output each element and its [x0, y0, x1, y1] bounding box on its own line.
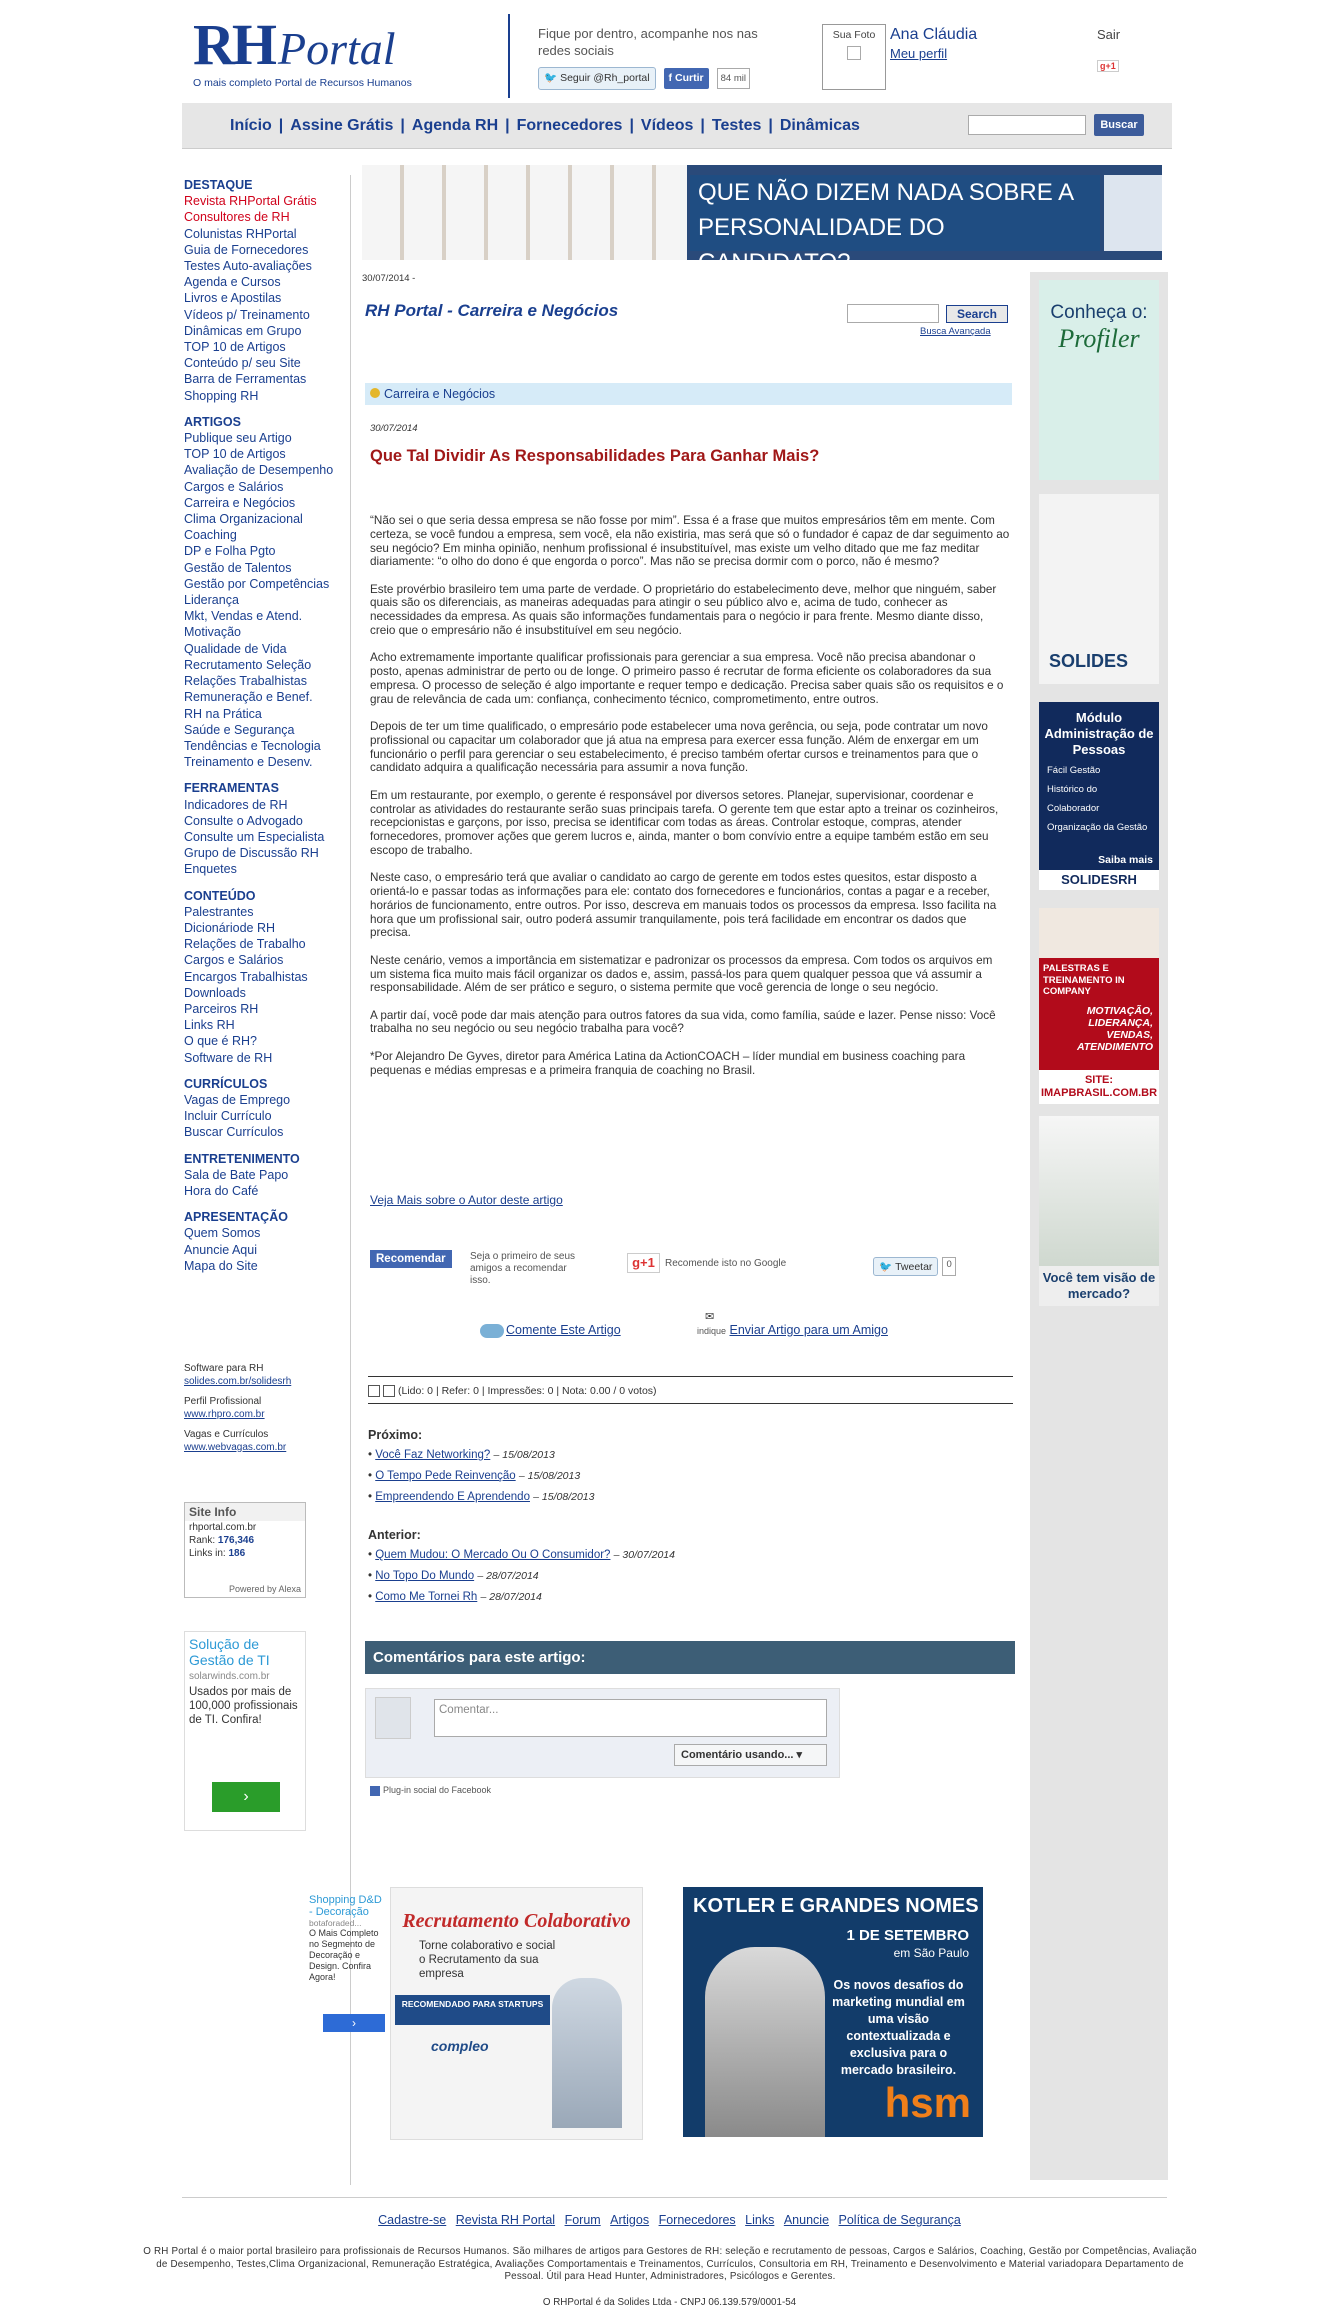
menu-entretenimento [184, 1151, 354, 1200]
partner-vagas [184, 1429, 334, 1454]
menu-heading: DESTAQUE [184, 178, 253, 192]
sidebar-item[interactable]: Agenda e Cursos [184, 275, 281, 290]
sidebar-item[interactable]: Consulte o Advogado [184, 813, 303, 828]
imap-ad-footer [1039, 1070, 1159, 1104]
solidesrh-ad-list [1039, 758, 1159, 840]
solides-ad[interactable] [1039, 494, 1159, 684]
page-date: 30/07/2014 - [362, 273, 416, 284]
sidebar-item[interactable]: Encargos Trabalhistas [184, 969, 308, 984]
alexa-links-row [185, 1547, 305, 1560]
user-photo[interactable] [822, 24, 886, 90]
hsm-ad-date-block [846, 1927, 969, 1962]
menu-heading: ENTRETENIMENTO [184, 1151, 300, 1166]
user-name: Ana Cláudia [890, 26, 978, 43]
menu-heading: CURRÍCULOS [184, 1076, 268, 1091]
article-paragraph: “Não sei o que seria dessa empresa se não fosse por mim”. Essa é a frase que muitos empresários têm em mente. Com certeza, se você fundou a empresa, sem você, ela não existiria, mas será que só o fundador é capaz de dar seguimento ao seu negócio? Em minha opinião, nenhum profissional é insubstituível, mas existe um velho ditado que me faz meditar diariamente: “o olho do dono é que engorda o porco”. Mas não se precisa dormir com o porco, não é mesmo? [370, 514, 1010, 569]
rec-ad-box: RECOMENDADO PARA STARTUPS [395, 1995, 550, 2025]
left-menu [184, 177, 354, 1284]
shop-ad-desc: O Mais Completo no Segmento de Decoração e Design. Confira Agora! [309, 1928, 379, 1982]
alexa-widget[interactable] [184, 1502, 306, 1598]
list-item: • No Topo Do Mundo – 28/07/2014 [368, 1570, 539, 1582]
next-date: – 15/08/2013 [493, 1449, 555, 1461]
nav-items: Início | Assine Grátis | Agenda RH | Fornecedores | Vídeos | Testes | Dinâmicas [230, 117, 860, 134]
menu-heading: FERRAMENTAS [184, 781, 279, 796]
nav-inicio[interactable]: Início [230, 117, 272, 134]
partner-label: Vagas e Currículos [184, 1429, 269, 1440]
article-paragraph: Acho extremamente importante qualificar profissionais para gerenciar a sua empresa. Você não precisa abandonar o posto, apenas administrar de perto ou de longe. O primeiro passo é recrutar de forma eficiente os colaboradores da sua empresa. O processo de seleção é algo importante e requer tempo e dedicação. Precisa saber quais são os requisitos e o grau de relevância de cada um: confiança, conhecimento técnico, comprometimento, entre outros. [370, 651, 1004, 706]
twitter-follow-label: Seguir @Rh_portal [560, 72, 650, 84]
sidebar-item[interactable]: Colunistas RHPortal [184, 226, 297, 241]
article-paragraph: Neste caso, o empresário terá que avaliar o candidato ao cargo de gerente em todos estes quesitos, estar disposto a orientá-lo e passar todas as informações para ele: contato dos fornecedores e funcionários, contas a pagar e a receber, horários de funcionamento, entre outros. Por isso, descreva em manuais todos os processos da empresa. Isso facilita na hora que um profissional sair, outro poderá assumir tranquilamente, pois terá facilidade em encontrar os dados que precisa. [370, 871, 997, 940]
sidebar-item[interactable]: Mapa do Site [184, 1258, 258, 1273]
vision-ad-photo [1039, 1116, 1159, 1266]
alexa-rank-label: Rank: [189, 1535, 216, 1546]
hsm-ad[interactable] [683, 1887, 983, 2137]
rec-ad-photo [552, 1978, 622, 2128]
facebook-like-label: Curtir [675, 72, 704, 84]
article-title: Que Tal Dividir As Responsabilidades Para Ganhar Mais? [370, 447, 820, 465]
comments-header: Comentários para este artigo: [365, 1641, 1015, 1674]
facebook-icon: f [668, 72, 673, 84]
logo-portal: Portal [278, 23, 396, 74]
sidebar-item[interactable]: Cargos e Salários [184, 953, 284, 968]
vision-ad-text: Você tem visão de mercado? [1042, 1270, 1156, 1301]
sidebar-item[interactable]: Conteúdo p/ seu Site [184, 356, 301, 371]
next-articles [368, 1428, 594, 1511]
sidebar-item[interactable]: Buscar Currículos [184, 1125, 284, 1140]
next-link[interactable]: Você Faz Networking? [375, 1449, 491, 1461]
sidebar-item[interactable]: TOP 10 de Artigos [184, 447, 286, 462]
nav-search-input[interactable] [968, 115, 1086, 135]
footer-link[interactable]: Forum [564, 2213, 601, 2227]
article-paragraph: Este provérbio brasileiro tem uma parte de verdade. O proprietário do estabelecimento deve, melhor que ninguém, saber quais são os diferenciais, as maneiras adequadas para atingir o seu público alvo e, acima de tudo, conhecer as necessidades da empresa. As quais são informações fundamentais para o negócio ir para frente. Mesmo diante disso, creio que o empresário não é insubstituível em seu negócio. [370, 582, 997, 638]
top-banner[interactable] [362, 165, 1162, 276]
comment-input[interactable]: Comentar... [434, 1699, 827, 1737]
profiler-ad-brand: Profiler [1058, 324, 1140, 353]
sidebar-item[interactable]: Hora do Café [184, 1183, 259, 1198]
fb-plugin-label [370, 1785, 491, 1796]
shop-ad-title: Shopping D&D - Decoração [309, 1894, 382, 1918]
sidebar-item[interactable]: Consultores de RH [184, 210, 290, 225]
list-item: Organização da Gestão [1047, 822, 1148, 833]
fb-recommend-text: Seja o primeiro de seus amigos a recomendar isso. [470, 1251, 576, 1286]
article-stats [368, 1376, 1013, 1404]
sidebar-item[interactable]: Relações Trabalhistas [184, 674, 307, 689]
sidebar-item[interactable]: Clima Organizacional [184, 512, 303, 527]
hsm-ad-date: 1 DE SETEMBRO [846, 1927, 969, 1944]
article-paragraph: *Por Alejandro De Gyves, diretor para América Latina da ActionCOACH – líder mundial em business coaching para pequenas e médias empresas e a primeira franquia de coaching no Brasil. [370, 1049, 966, 1077]
menu-conteudo [184, 888, 354, 1066]
footer-link[interactable]: Cadastre-se [378, 2213, 447, 2227]
imap-ad[interactable] [1039, 908, 1159, 1104]
menu-heading: APRESENTAÇÃO [184, 1210, 288, 1225]
nav-dinamicas[interactable]: Dinâmicas [779, 117, 860, 134]
left-ad-go-button[interactable]: › [212, 1782, 280, 1812]
sidebar-item[interactable]: RH na Prática [184, 706, 262, 721]
recruitment-ad[interactable] [390, 1887, 643, 2140]
partner-label: Software para RH [184, 1363, 264, 1374]
article-body [370, 514, 1010, 1091]
menu-curriculos-list [184, 1092, 354, 1141]
left-ad-title: Solução de Gestão de TI [189, 1636, 270, 1668]
sidebar-item[interactable]: Recrutamento Seleção [184, 657, 312, 672]
twitter-follow-button[interactable] [538, 67, 656, 90]
sidebar-item[interactable]: Motivação [184, 625, 241, 640]
vision-ad[interactable] [1039, 1116, 1159, 1306]
left-ad[interactable] [184, 1631, 306, 1831]
social-box [538, 25, 778, 90]
comment-as-label: Comentário usando... [681, 1749, 794, 1761]
menu-ferramentas-list [184, 797, 354, 878]
rec-ad-sub: Torne colaborativo e social o Recrutamento da sua empresa [419, 1940, 556, 1980]
menu-apresentacao-list [184, 1225, 354, 1274]
article-search-input[interactable] [847, 304, 939, 323]
sidebar-item[interactable]: Remuneração e Benef. [184, 690, 313, 705]
rec-ad-brand: compleo [431, 2038, 489, 2054]
solides-ad-brand: SOLIDES [1049, 651, 1129, 671]
sidebar-item[interactable]: Mkt, Vendas e Atend. [184, 609, 303, 624]
menu-red-list [184, 193, 354, 225]
banner-text: QUE NÃO DIZEM NADA SOBRE A PERSONALIDADE DO CANDIDATO? [690, 175, 1100, 251]
twitter-icon: 🐦 [544, 72, 558, 84]
alexa-title: Site Info [185, 1503, 305, 1521]
prev-link[interactable]: Como Me Tornei Rh [375, 1591, 478, 1603]
footer-link[interactable]: Anuncie [783, 2213, 830, 2227]
hsm-ad-text: Os novos desafios do marketing mundial em uma visão contextualizada e exclusiva para o mercado brasileiro. [832, 1978, 965, 2077]
partner-url[interactable]: solides.com.br/solidesrh [184, 1375, 292, 1387]
sidebar-item[interactable]: Qualidade de Vida [184, 641, 287, 656]
menu-destaque [184, 177, 354, 404]
header-divider [508, 14, 510, 98]
menu-artigos-list [184, 430, 354, 770]
nav-videos[interactable]: Vídeos [640, 117, 694, 134]
sidebar-item[interactable]: Avaliação de Desempenho [184, 463, 334, 478]
imap-ad-photo [1039, 908, 1159, 958]
footer-link[interactable]: Política de Segurança [838, 2213, 961, 2227]
menu-curriculos [184, 1076, 354, 1141]
advanced-search-link[interactable]: Busca Avançada [920, 326, 991, 337]
left-ad-desc: Usados por mais de 100,000 profissionais de TI. Confira! [189, 1686, 298, 1726]
send-action[interactable] [697, 1310, 888, 1337]
hsm-ad-photo [705, 1947, 825, 2137]
sidebar-item[interactable]: Publique seu Artigo [184, 431, 292, 446]
list-item: • Você Faz Networking? – 15/08/2013 [368, 1449, 555, 1461]
sidebar-item[interactable]: Software de RH [184, 1050, 273, 1065]
sidebar-item[interactable]: Dicionáriode RH [184, 920, 276, 935]
article-search-button[interactable]: Search [946, 305, 1008, 323]
next-link[interactable]: O Tempo Pede Reinvenção [375, 1470, 516, 1482]
sidebar-item[interactable]: Indicadores de RH [184, 797, 288, 812]
send-link[interactable]: Enviar Artigo para um Amigo [729, 1323, 888, 1337]
banner-photo [362, 165, 687, 260]
article-paragraph: Depois de ter um time qualificado, o empresário pode estabelecer uma nova gerência, ou seja, pode contratar um novo profissional ou capacitar um colaborador que já atua na empresa para exercer essa função. Além de enxergar em um funcionário o perfil para gerenciar o seu estabelecimento, é preciso também ofertar cursos e treinamentos para que o candidato adquira a qualificação necessária para assumir a nova função. [370, 720, 988, 775]
tweet-button[interactable] [873, 1257, 938, 1276]
solidesrh-ad[interactable] [1039, 702, 1159, 890]
imap-ad-title: PALESTRAS E TREINAMENTO IN COMPANY [1043, 963, 1125, 997]
partner-url[interactable]: www.rhpro.com.br [184, 1408, 265, 1420]
partner-software [184, 1363, 334, 1388]
sidebar-item[interactable]: O que é RH? [184, 1034, 257, 1049]
article-paragraph: Neste cenário, vemos a importância em sistematizar e padronizar os processos da empresa. Com todos os arquivos em um sistema fica muito mais fácil organizar os dados e, assim, passá-los para quem qualquer pessoa que vá assumir a responsabilidade. Além de ser prático e seguro, o sistema permite que você gerencia de longe o seu negócio. [370, 953, 993, 995]
profiler-ad-line: Conheça o: [1050, 302, 1148, 323]
tweet-count: 0 [942, 1257, 955, 1276]
alexa-powered: Powered by Alexa [228, 1584, 301, 1594]
sidebar-item[interactable]: DP e Folha Pgto [184, 544, 276, 559]
chevron-down-icon: ▾ [796, 1749, 803, 1761]
next-date: – 15/08/2013 [533, 1491, 595, 1503]
send-small: indique [697, 1326, 727, 1336]
list-item: • Empreendendo E Aprendendo – 15/08/2013 [368, 1491, 595, 1503]
sidebar-item[interactable]: Treinamento e Desenv. [184, 755, 313, 770]
menu-heading: CONTEÚDO [184, 888, 256, 903]
sidebar-item[interactable]: Vídeos p/ Treinamento [184, 307, 310, 322]
footer-divider [182, 2197, 1167, 2198]
facebook-icon [370, 1786, 380, 1796]
page-title: RH Portal - Carreira e Negócios [365, 301, 619, 320]
menu-artigos [184, 414, 354, 770]
prev-date: – 30/07/2014 [613, 1549, 675, 1561]
prev-date: – 28/07/2014 [480, 1591, 542, 1603]
facebook-like-button[interactable] [664, 68, 709, 89]
logo[interactable] [193, 12, 423, 100]
facebook-like-count: 84 mil [717, 68, 750, 89]
sidebar-item[interactable]: TOP 10 de Artigos [184, 340, 286, 355]
next-link[interactable]: Empreendendo E Aprendendo [375, 1491, 530, 1503]
sidebar-item[interactable]: Saúde e Segurança [184, 722, 295, 737]
gplus-recommend-button[interactable]: g+1 [627, 1253, 660, 1273]
category-bar[interactable] [365, 383, 1012, 405]
gplus-recommend-text: Recomende isto no Google [665, 1258, 787, 1269]
partner-url[interactable]: www.webvagas.com.br [184, 1441, 287, 1453]
sidebar-item[interactable]: Vagas de Emprego [184, 1092, 291, 1107]
next-heading: Próximo: [368, 1428, 423, 1442]
shop-ad-go-button[interactable]: › [323, 2014, 385, 2032]
tweet-widget [873, 1257, 956, 1276]
sidebar-item[interactable]: Guia de Fornecedores [184, 242, 309, 257]
comment-as-dropdown[interactable] [674, 1744, 827, 1766]
menu-conteudo-list [184, 904, 354, 1066]
partner-perfil [184, 1396, 334, 1421]
alexa-rank: 176,346 [217, 1535, 255, 1546]
sidebar-item[interactable]: Barra de Ferramentas [184, 372, 307, 387]
user-photo-label: Sua Foto [832, 29, 876, 41]
menu-destaque-list [184, 226, 354, 404]
hsm-ad-title: KOTLER E GRANDES NOMES [693, 1895, 979, 1917]
fb-comments-box [365, 1688, 840, 1778]
gplus-button[interactable]: g+1 [1097, 60, 1119, 72]
prev-heading: Anterior: [368, 1528, 421, 1542]
footer-link[interactable]: Links [745, 2213, 775, 2227]
sidebar-item[interactable]: Anuncie Aqui [184, 1242, 257, 1257]
fb-recommend [370, 1250, 452, 1268]
sidebar-item[interactable]: Dinâmicas em Grupo [184, 323, 302, 338]
fb-plugin-text: Plug-in social do Facebook [383, 1785, 492, 1795]
list-item: Fácil Gestão [1047, 765, 1101, 776]
sidebar-item[interactable]: Incluir Currículo [184, 1109, 272, 1124]
footer-link[interactable]: Fornecedores [658, 2213, 736, 2227]
sidebar-item[interactable]: Consulte um Especialista [184, 829, 325, 844]
main-nav [182, 103, 1172, 149]
fb-recommend-button[interactable]: Recomendar [370, 1250, 452, 1268]
sidebar-item[interactable]: Cargos e Salários [184, 479, 284, 494]
banner-logo [1104, 175, 1162, 251]
sidebar-item[interactable]: Palestrantes [184, 904, 254, 919]
sidebar-item[interactable]: Parceiros RH [184, 1001, 259, 1016]
alexa-links: 186 [228, 1548, 246, 1559]
menu-apresentacao [184, 1209, 354, 1274]
left-ad-url: solarwinds.com.br [189, 1671, 270, 1682]
menu-ferramentas [184, 780, 354, 877]
rec-ad-title: Recrutamento Colaborativo [402, 1910, 631, 1932]
stats-text: (Lido: 0 | Refer: 0 | Impressões: 0 | Nota: 0.00 / 0 votos) [398, 1385, 657, 1397]
tweet-label: Tweetar [895, 1260, 933, 1273]
footer-description: O RH Portal é o maior portal brasileiro para profissionais de Recursos Humanos. São milhares de artigos para Gestores de RH: seleção e recrutamento de pessoas, Cargos e Salários, Coaching, Gestão por Competências, Avaliação de Desempenho, Testes,Clima Organizacional, Remuneração Estratégica, Avaliações Comportamentais e Treinamentos, Currículos, Consultoria em RH, Treinamento e Desenvolvimento e Material variadopara Departamento de Pessoal. Útil para Head Hunter, Administradores, Psicólogos e Gerentes. [143, 2246, 1197, 2282]
category-label: Carreira e Negócios [384, 387, 496, 401]
partner-label: Perfil Profissional [184, 1396, 262, 1407]
category-icon [370, 388, 380, 398]
prev-date: – 28/07/2014 [477, 1570, 539, 1582]
profile-link[interactable]: Meu perfil [890, 46, 948, 61]
sidebar-item[interactable]: Sala de Bate Papo [184, 1167, 289, 1182]
social-text: Fique por dentro, acompanhe nos nas redes sociais [538, 26, 758, 58]
footer-link[interactable]: Artigos [610, 2213, 650, 2227]
article-paragraph: Em um restaurante, por exemplo, o gerente é responsável por diversos setores. Planejar, supervisionar, coordenar e controlar as atividades do restaurante serão suas principais tarefa. O gerente tem que estar apto a treinar os cozinheiros, recepcionistas e garçons, por isso, precisa se identificar com todas as áreas. Controlar estoque, compras, atender fornecedores, promover ações que gerem lucros e, ainda, manter o bom convívio entre a equipe também estão em seu escopo de trabalho. [370, 788, 999, 857]
shopping-ad[interactable] [309, 1894, 385, 2030]
list-item: Histórico do Colaborador [1047, 784, 1100, 814]
comment-icon [480, 1324, 504, 1338]
previous-articles [368, 1528, 675, 1611]
sidebar-item[interactable]: Livros e Apostilas [184, 291, 282, 306]
footer-copyright: O RHPortal é da Solides Ltda - CNPJ 06.139.579/0001-54 [542, 2297, 797, 2308]
hsm-ad-city: em São Paulo [893, 1946, 969, 1960]
imap-ad-url: IMAPBRASIL.COM.BR [1040, 1087, 1158, 1099]
sidebar-item[interactable]: Revista RHPortal Grátis [184, 194, 317, 209]
sidebar-item[interactable]: Gestão por Competências [184, 576, 330, 591]
sidebar-item[interactable]: Liderança [184, 593, 239, 608]
right-ad-column [1030, 272, 1168, 2180]
solidesrh-ad-more: Saiba mais [1098, 854, 1153, 866]
nav-search-button[interactable]: Buscar [1094, 114, 1144, 136]
solidesrh-ad-title: Módulo Administração de Pessoas [1044, 710, 1154, 757]
logout-link[interactable]: Sair [1097, 27, 1121, 42]
sidebar-item[interactable]: Carreira e Negócios [184, 495, 296, 510]
broken-image-icon [847, 46, 861, 60]
hsm-ad-logo: hsm [884, 2079, 971, 2126]
sidebar-item[interactable]: Coaching [184, 528, 237, 543]
footer-link[interactable]: Revista RH Portal [455, 2213, 556, 2227]
prev-link[interactable]: No Topo Do Mundo [375, 1570, 475, 1582]
twitter-icon: 🐦 [879, 1261, 893, 1273]
nav-assine[interactable]: Assine Grátis [290, 117, 394, 134]
column-divider [350, 175, 351, 2185]
menu-heading: ARTIGOS [184, 414, 241, 429]
sidebar-item[interactable]: Shopping RH [184, 388, 259, 403]
sidebar-item[interactable]: Grupo de Discussão RH [184, 846, 319, 861]
mail-icon: ✉ [705, 1311, 715, 1323]
document-icon[interactable] [383, 1385, 395, 1397]
solidesrh-ad-brand: SOLIDESRH [1039, 870, 1159, 890]
comment-link[interactable]: Comente Este Artigo [506, 1323, 621, 1337]
partner-links [184, 1363, 334, 1462]
imap-ad-sub: MOTIVAÇÃO, LIDERANÇA, VENDAS, ATENDIMENTO [1076, 1004, 1153, 1053]
article-date: 30/07/2014 [370, 423, 418, 434]
list-item: • Quem Mudou: O Mercado Ou O Consumidor? – 30/07/2014 [368, 1549, 675, 1561]
sidebar-item[interactable]: Testes Auto-avaliações [184, 259, 312, 274]
print-icon[interactable] [368, 1385, 380, 1397]
nav-fornecedores[interactable]: Fornecedores [516, 117, 623, 134]
sidebar-item[interactable]: Links RH [184, 1018, 235, 1033]
sidebar-item[interactable]: Tendências e Tecnologia [184, 738, 321, 753]
sidebar-item[interactable]: Relações de Trabalho [184, 937, 306, 952]
sidebar-item[interactable]: Downloads [184, 985, 246, 1000]
logo-rh: RH [193, 12, 274, 77]
footer-links [0, 2213, 1339, 2227]
next-date: – 15/08/2013 [518, 1470, 581, 1482]
profiler-ad[interactable] [1039, 280, 1159, 480]
article-paragraph: A partir daí, você pode dar mais atenção para outros fatores da sua vida, como família, saúde e lazer. Pense nisso: Você trabalha no seu negócio ou seu negócio trabalha para você? [370, 1008, 996, 1036]
avatar [375, 1697, 411, 1739]
sidebar-item[interactable]: Gestão de Talentos [184, 560, 292, 575]
alexa-rank-row [185, 1534, 305, 1547]
prev-link[interactable]: Quem Mudou: O Mercado Ou O Consumidor? [375, 1549, 611, 1561]
author-link[interactable]: Veja Mais sobre o Autor deste artigo [370, 1193, 563, 1207]
nav-agenda[interactable]: Agenda RH [411, 117, 499, 134]
comment-action[interactable] [480, 1323, 621, 1338]
sidebar-item[interactable]: Enquetes [184, 862, 237, 877]
sidebar-item[interactable]: Quem Somos [184, 1226, 261, 1241]
list-item: • O Tempo Pede Reinvenção – 15/08/2013 [368, 1470, 581, 1482]
alexa-domain: rhportal.com.br [189, 1522, 257, 1533]
menu-entretenimento-list [184, 1167, 354, 1199]
imap-ad-site: SITE: [1084, 1074, 1114, 1086]
alexa-links-label: Links in: [189, 1548, 226, 1559]
list-item: • Como Me Tornei Rh – 28/07/2014 [368, 1591, 542, 1603]
tagline: O mais completo Portal de Recursos Humanos [193, 77, 412, 89]
nav-testes[interactable]: Testes [711, 117, 762, 134]
shop-ad-url: botaforaded... [309, 1918, 362, 1928]
